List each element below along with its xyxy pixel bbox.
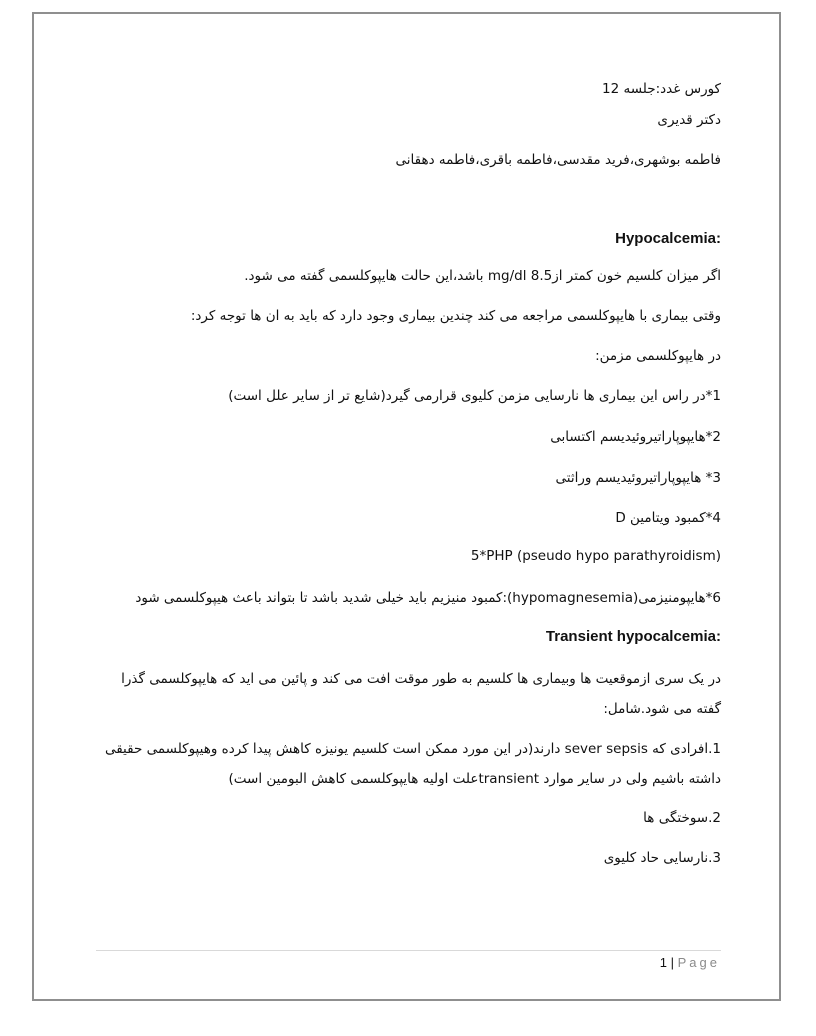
chronic-item-5: 5*PHP (pseudo hypo parathyroidism) (470, 548, 721, 564)
course-title: کورس غدد:جلسه 12 (602, 81, 721, 97)
chronic-hypocalcemia-label: در هایپوکلسمی مزمن: (595, 348, 721, 364)
transient-intro: در یک سری ازموقعیت ها وبیماری ها کلسیم به طور موقت افت می کند و پائین می اید که هایپوکلسمی گذرا گفته می شود.شامل: (121, 671, 721, 717)
page-label: Page (677, 955, 720, 970)
transient-item-2: 2.سوختگی ها (643, 810, 721, 826)
hypocalcemia-definition: اگر میزان کلسیم خون کمتر از8.5 mg/dl باشد،این حالت هایپوکلسمی گفته می شود. (244, 268, 721, 284)
transient-item-3: 3.نارسایی حاد کلیوی (603, 850, 721, 866)
hypocalcemia-intro: وقتی بیماری با هایپوکلسمی مراجعه می کند چندین بیماری وجود دارد که باید به ان ها توجه کرد: (190, 308, 721, 324)
transient-hypocalcemia-heading: Transient hypocalcemia: (545, 628, 721, 645)
footer-separator: | (667, 955, 678, 970)
lecturer-name: دکتر قدیری (657, 112, 721, 128)
chronic-item-3: 3* هایپوپاراتیروئیدیسم وراثتی (555, 470, 721, 486)
chronic-item-1: 1*در راس این بیماری ها نارسایی مزمن کلیوی قرارمی گیرد(شایع تر از سایر علل است) (228, 388, 721, 404)
page-footer (660, 955, 720, 970)
page-number: 1 (659, 955, 668, 970)
authors-line: فاطمه بوشهری،فرید مقدسی،فاطمه باقری،فاطمه دهقانی (395, 152, 721, 168)
chronic-item-4: 4*کمبود ویتامین D (615, 510, 721, 526)
footer-divider (96, 950, 721, 951)
hypocalcemia-heading: Hypocalcemia: (615, 230, 721, 247)
chronic-item-2: 2*هایپوپاراتیروئیدیسم اکتسابی (550, 429, 721, 445)
transient-item-1: 1.افرادی که sever sepsis دارند(در این مورد ممکن است کلسیم یونیزه کاهش پیدا کرده وهیپوکلسمی حقیقی داشته باشیم ولی در سایر موارد transientعلت اولیه هایپوکلسمی کاهش البومین است) (104, 741, 721, 787)
chronic-item-6: 6*هایپومنیزمی(hypomagnesemia):کمبود منیزیم باید خیلی شدید باشد تا بتواند باعث هیپوکلسمی شود (135, 590, 721, 606)
